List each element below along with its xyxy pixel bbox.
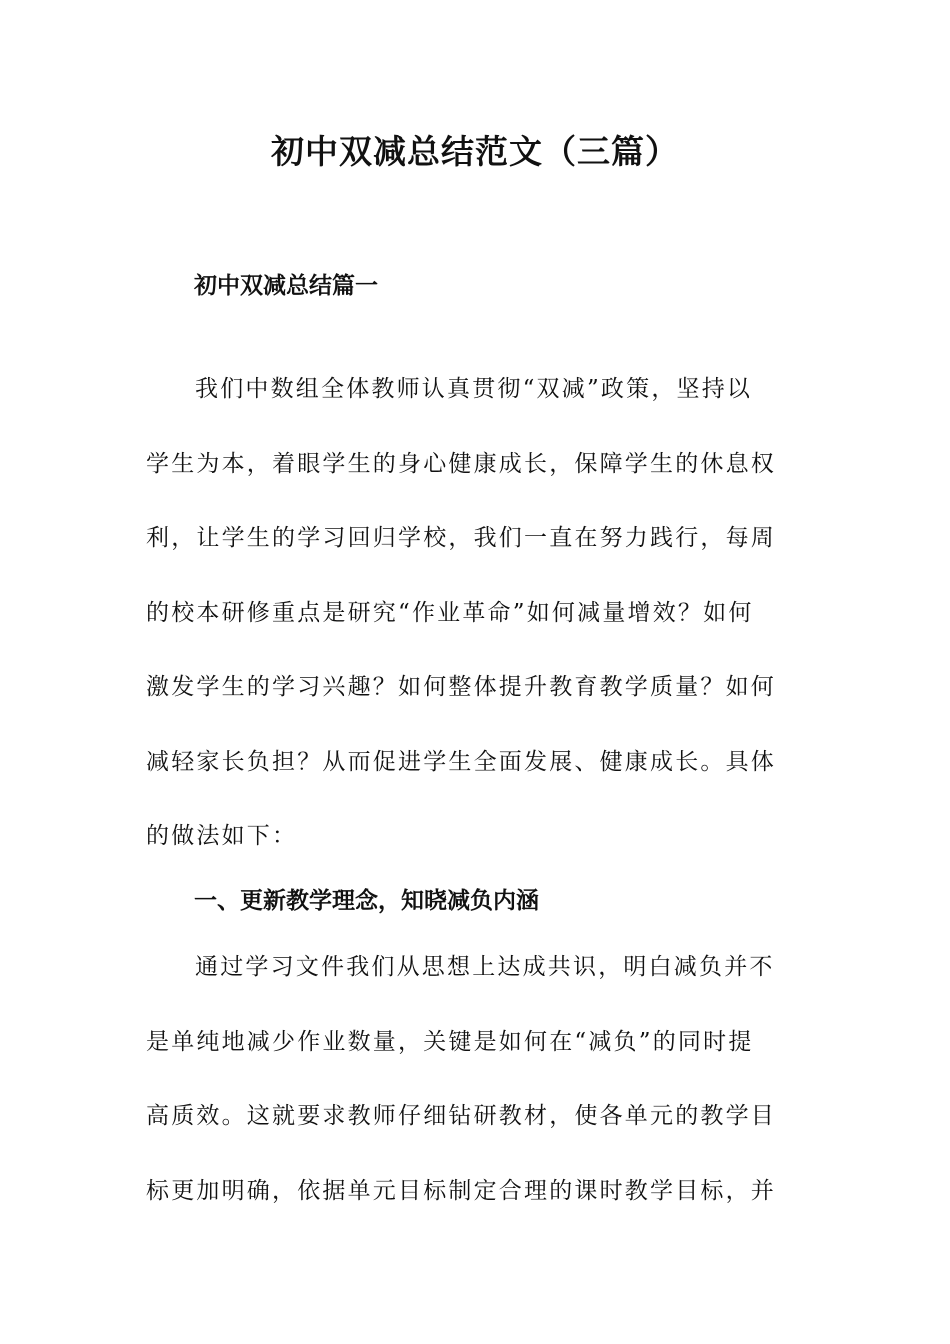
paragraph-line: 通过学习文件我们从思想上达成共识，明白减负并不	[195, 954, 775, 980]
paragraph-line: 学生为本，着眼学生的身心健康成长，保障学生的休息权	[146, 450, 776, 477]
paragraph-1	[146, 352, 786, 874]
paragraph-line: 减轻家长负担？从而促进学生全面发展、健康成长。具体	[146, 748, 776, 775]
paragraph-line: 是单纯地减少作业数量，关键是如何在“减负”的同时提	[146, 1028, 754, 1055]
paragraph-line: 标更加明确，依据单元目标制定合理的课时教学目标，并	[146, 1177, 776, 1204]
paragraph-2	[146, 930, 786, 1228]
paragraph-line: 的校本研修重点是研究“作业革命”如何减量增效？如何	[146, 599, 754, 626]
subheading-1: 一、更新教学理念，知晓减负内涵	[194, 887, 539, 914]
paragraph-line: 激发学生的学习兴趣？如何整体提升教育教学质量？如何	[146, 674, 776, 700]
document-title: 初中双减总结范文（三篇）	[271, 132, 679, 171]
paragraph-line: 的做法如下：	[146, 823, 298, 849]
paragraph-line: 利，让学生的学习回归学校，我们一直在努力践行，每周	[146, 525, 776, 551]
paragraph-line: 我们中数组全体教师认真贯彻“双减”政策，坚持以	[195, 376, 753, 402]
section-heading: 初中双减总结篇一	[194, 272, 378, 299]
paragraph-line: 高质效。这就要求教师仔细钻研教材，使各单元的教学目	[146, 1103, 776, 1129]
